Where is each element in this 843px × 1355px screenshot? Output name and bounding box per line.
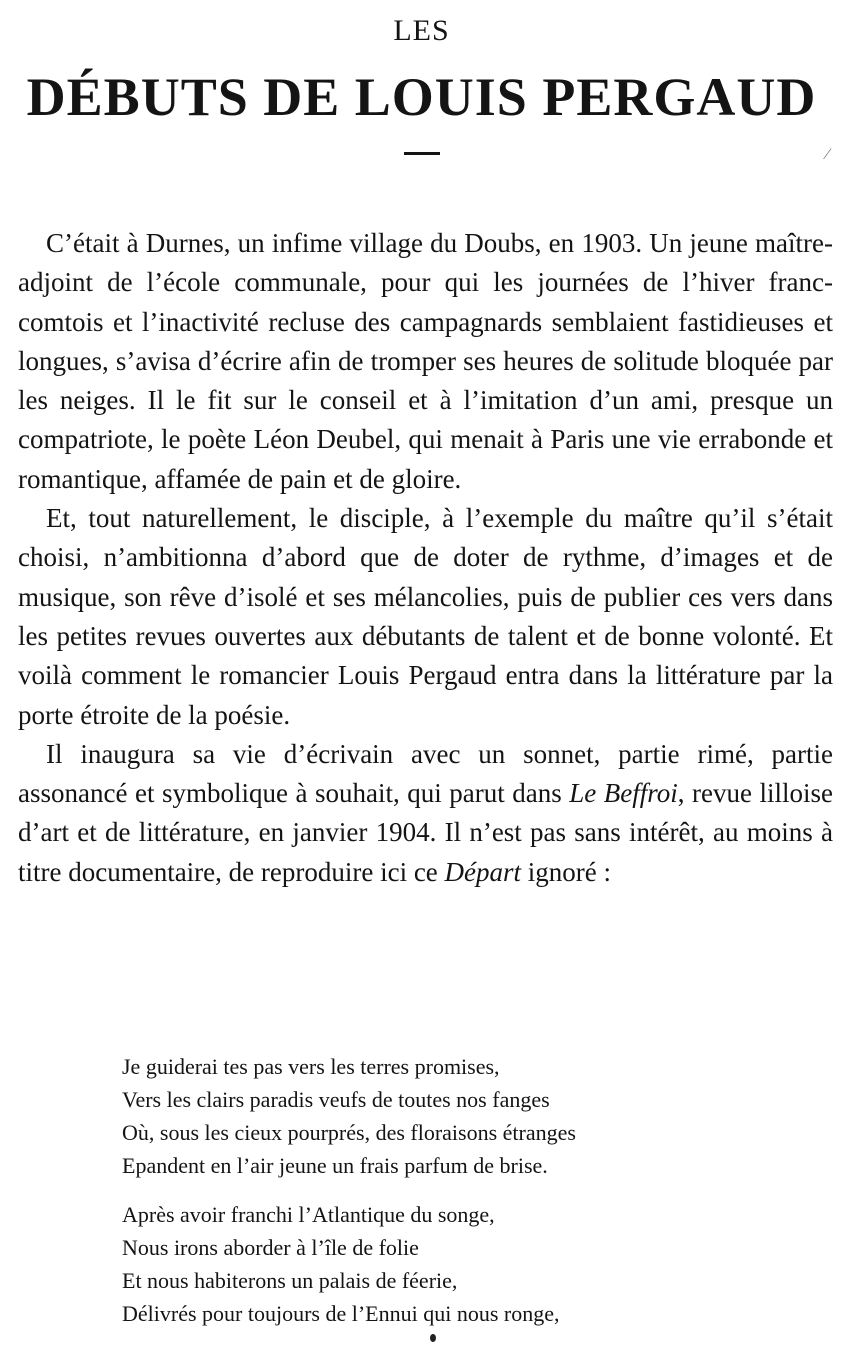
text-run: C’était à Durnes, un infime village du Doubs, en 1903. Un jeune maître-adjoint de l’école communale, pour qui les journées de l’hiver franc-comtois et l’inactivité recluse des campagnards semblaient fastidieuses et longues, s’avisa d’écrire afin de tromper ses heures de solitude bloquée par les neiges. Il le fit sur le conseil et à l’imitation d’un ami, presque un compatriote, le poète Léon Deubel, qui menait à Paris une vie errabonde et romantique, affamée de pain et de gloire. [18, 228, 833, 494]
verse-line: Délivrés pour toujours de l’Ennui qui nous ronge, [122, 1301, 560, 1326]
verse-line: Après avoir franchi l’Atlantique du songe, [122, 1202, 495, 1227]
paragraph [18, 499, 833, 735]
verse-line: Nous irons aborder à l’île de folie [122, 1235, 419, 1260]
print-speck: ⁄ [826, 146, 829, 163]
text-run: Il inaugura sa vie d’écrivain avec un sonnet, partie rimé, partie assonancé et symbolique à souhait, qui parut dans [18, 738, 833, 809]
text-run: Et, tout naturellement, le disciple, à l’exemple du maître qu’il s’était choisi, n’ambitionna d’abord que de doter de rythme, d’images et de musique, son rêve d’isolé et ses mélancolies, puis de publier ces vers dans les petites revues ouvertes aux débutants de talent et de bonne volonté. Et voilà comment le romancier Louis Pergaud entra dans la littérature par la porte étroite de la poésie. [18, 503, 833, 730]
title-divider [404, 152, 440, 155]
paragraph [18, 735, 833, 892]
ornament-dot [430, 1334, 436, 1342]
italic-title-run: Le Beffroi [569, 778, 678, 809]
italic-title-run: Départ [444, 856, 522, 887]
page-title: DÉBUTS DE LOUIS PERGAUD [26, 67, 817, 127]
sonnet [122, 1050, 742, 1346]
verse-line: Epandent en l’air jeune un frais parfum de brise. [122, 1153, 548, 1178]
text-run: , revue lilloise d’art et de littérature, en janvier 1904. Il n’est pas sans intérêt, au moins à titre documentaire, de reproduire ici ce [18, 778, 833, 887]
verse-line: Et nous habiterons un palais de féerie, [122, 1268, 458, 1293]
verse-line: Où, sous les cieux pourprés, des floraisons étranges [122, 1120, 576, 1145]
body-text [18, 224, 833, 892]
stanza [122, 1198, 742, 1330]
pre-title: LES [393, 14, 450, 47]
verse-line: Vers les clairs paradis veufs de toutes nos fanges [122, 1087, 550, 1112]
verse-line: Je guiderai tes pas vers les terres promises, [122, 1054, 500, 1079]
stanza [122, 1050, 742, 1182]
paragraph [18, 224, 833, 499]
text-run: ignoré : [521, 856, 612, 887]
